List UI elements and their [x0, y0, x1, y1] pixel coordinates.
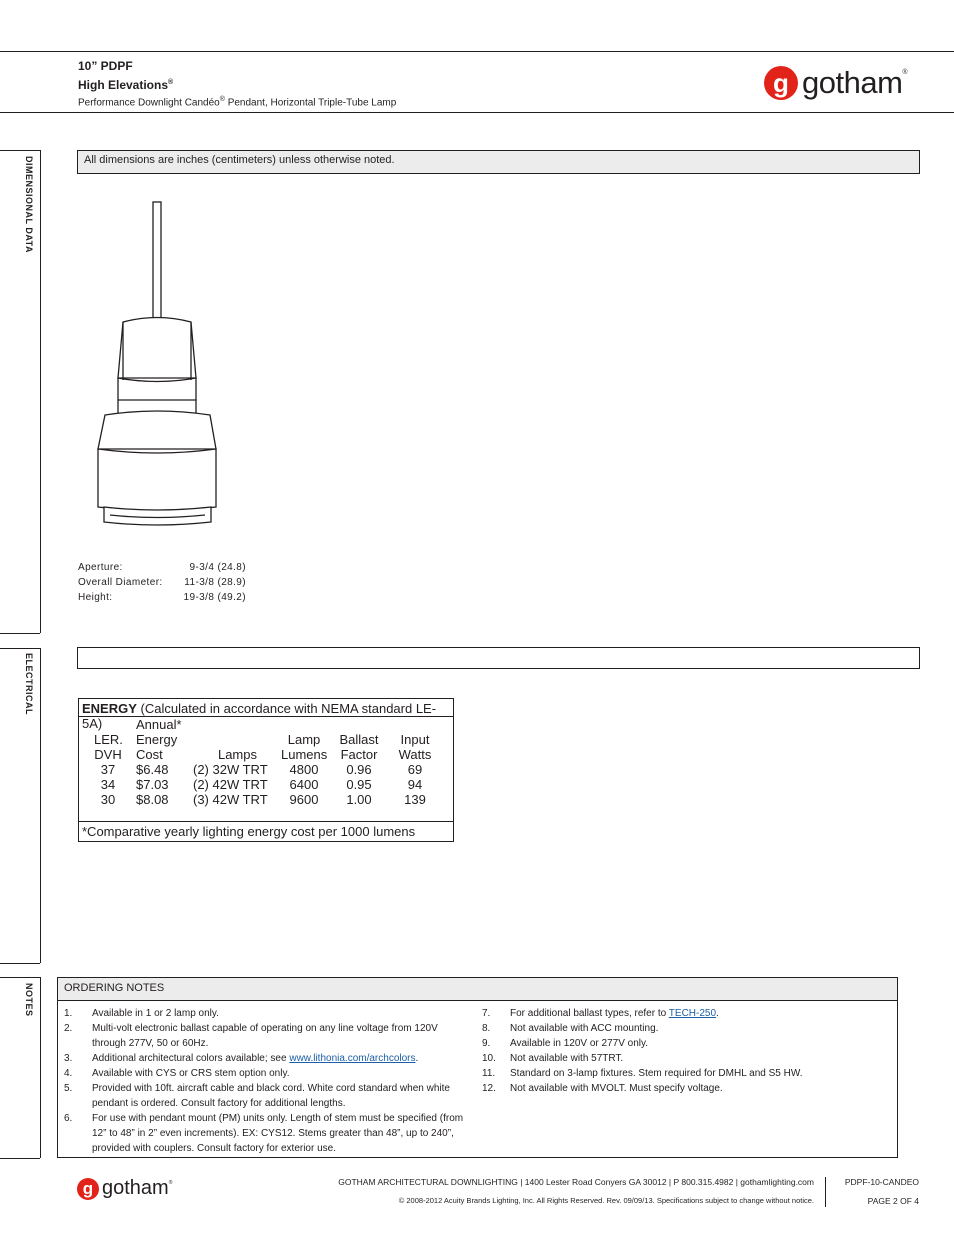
- ballast-column: Ballast Factor 0.96 0.95 1.00: [339, 732, 379, 807]
- note-item: 10. Not available with 57TRT.: [482, 1053, 624, 1064]
- dimension-row: Overall Diameter: 11-3/8 (28.9): [78, 577, 246, 588]
- gotham-g-icon: g: [77, 1178, 99, 1200]
- header-bottom-rule: [0, 112, 954, 113]
- energy-footnote: *Comparative yearly lighting energy cost per 1000 lumens: [79, 821, 453, 841]
- page-number: PAGE 2 OF 4: [867, 1196, 919, 1206]
- note-item: 8. Not available with ACC mounting.: [482, 1023, 659, 1034]
- gotham-g-icon: g: [764, 66, 798, 100]
- canopy-upper: [118, 318, 196, 379]
- notes-right-column: [482, 1006, 887, 1096]
- note-item: 1. Available in 1 or 2 lamp only.: [64, 1008, 219, 1019]
- archcolors-link[interactable]: www.lithonia.com/archcolors: [289, 1053, 416, 1064]
- product-size: 10” PDPF: [78, 59, 133, 73]
- stem: [153, 202, 161, 322]
- note-item: 11. Standard on 3-lamp fixtures. Stem required for DMHL and S5 HW.: [482, 1068, 803, 1079]
- dimensions-note: All dimensions are inches (centimeters) unless otherwise noted.: [84, 154, 395, 166]
- side-label-electrical: ELECTRICAL: [24, 653, 34, 715]
- housing-body: [98, 449, 216, 511]
- note-item: 6. For use with pendant mount (PM) units only. Length of stem must be specified (from 12” to 48” in 2” even increments). EX: CYS12. Stems greater than 48”, up to 240”, provided with couplers. Consult factory for exterior use.: [64, 1113, 464, 1154]
- ler-column: LER. DVH 37 34 30: [94, 732, 123, 807]
- doc-code: PDPF-10-CANDEO: [844, 1177, 919, 1187]
- ordering-notes: [57, 977, 898, 1158]
- dimension-row: Aperture: 9-3/4 (24.8): [78, 562, 246, 573]
- header-top-rule: [0, 51, 954, 52]
- housing-top: [98, 411, 216, 449]
- electrical-bar: [77, 647, 920, 669]
- note-item: 5. Provided with 10ft. aircraft cable and black cord. White cord standard when white pendant is ordered. Consult factory for additional lengths.: [64, 1083, 450, 1109]
- section-bracket: [40, 977, 41, 1158]
- dimensions-note-bar: [77, 150, 920, 174]
- footer-gotham-logo: g gotham ®: [77, 1177, 172, 1200]
- note-item: 3. Additional architectural colors available; see www.lithonia.com/archcolors.: [64, 1053, 419, 1064]
- note-item: 12. Not available with MVOLT. Must specify voltage.: [482, 1083, 723, 1094]
- dimension-row: Height: 19-3/8 (49.2): [78, 592, 246, 603]
- ordering-notes-heading: ORDERING NOTES: [58, 978, 897, 1001]
- footer-copyright: © 2008-2012 Acuity Brands Lighting, Inc. All Rights Reserved. Rev. 09/09/13. Specifications subject to change without notice.: [398, 1196, 814, 1205]
- side-label-dimensional: DIMENSIONAL DATA: [24, 156, 34, 253]
- energy-title: ENERGY (Calculated in accordance with NEMA standard LE-5A): [79, 699, 453, 717]
- note-item: 2. Multi-volt electronic ballast capable of operating on any line voltage from 120V through 277V, 50 or 60Hz.: [64, 1023, 438, 1049]
- lumens-column: Lamp Lumens 4800 6400 9600: [281, 732, 328, 807]
- product-description: Performance Downlight Candéo® Pendant, Horizontal Triple-Tube Lamp: [78, 96, 397, 109]
- product-name: High Elevations®: [78, 78, 174, 92]
- dimension-list: [78, 560, 246, 605]
- cost-column: Annual* Energy Cost $6.48 $7.03 $8.08: [136, 717, 182, 807]
- footer-company-info: GOTHAM ARCHITECTURAL DOWNLIGHTING | 1400 Lester Road Conyers GA 30012 | P 800.315.4982 | gothamlighting.com: [338, 1177, 814, 1187]
- note-item: 4. Available with CYS or CRS stem option only.: [64, 1068, 290, 1079]
- logo-wordmark: gotham: [802, 65, 903, 100]
- note-item: 7. For additional ballast types, refer to TECH-250.: [482, 1008, 719, 1019]
- gotham-logo: g gotham ®: [764, 65, 908, 101]
- lamps-column: Lamps (2) 32W TRT (2) 42W TRT (3) 42W TRT: [193, 747, 268, 807]
- section-bracket: [40, 648, 41, 963]
- notes-left-column: [64, 1006, 472, 1156]
- energy-table: [78, 698, 454, 842]
- watts-column: Input Watts 69 94 139: [398, 732, 432, 807]
- side-label-notes: NOTES: [24, 983, 34, 1017]
- section-bracket: [40, 150, 41, 633]
- fixture-drawing: [90, 195, 230, 530]
- tech-250-link[interactable]: TECH-250: [668, 1008, 717, 1019]
- note-item: 9. Available in 120V or 277V only.: [482, 1038, 649, 1049]
